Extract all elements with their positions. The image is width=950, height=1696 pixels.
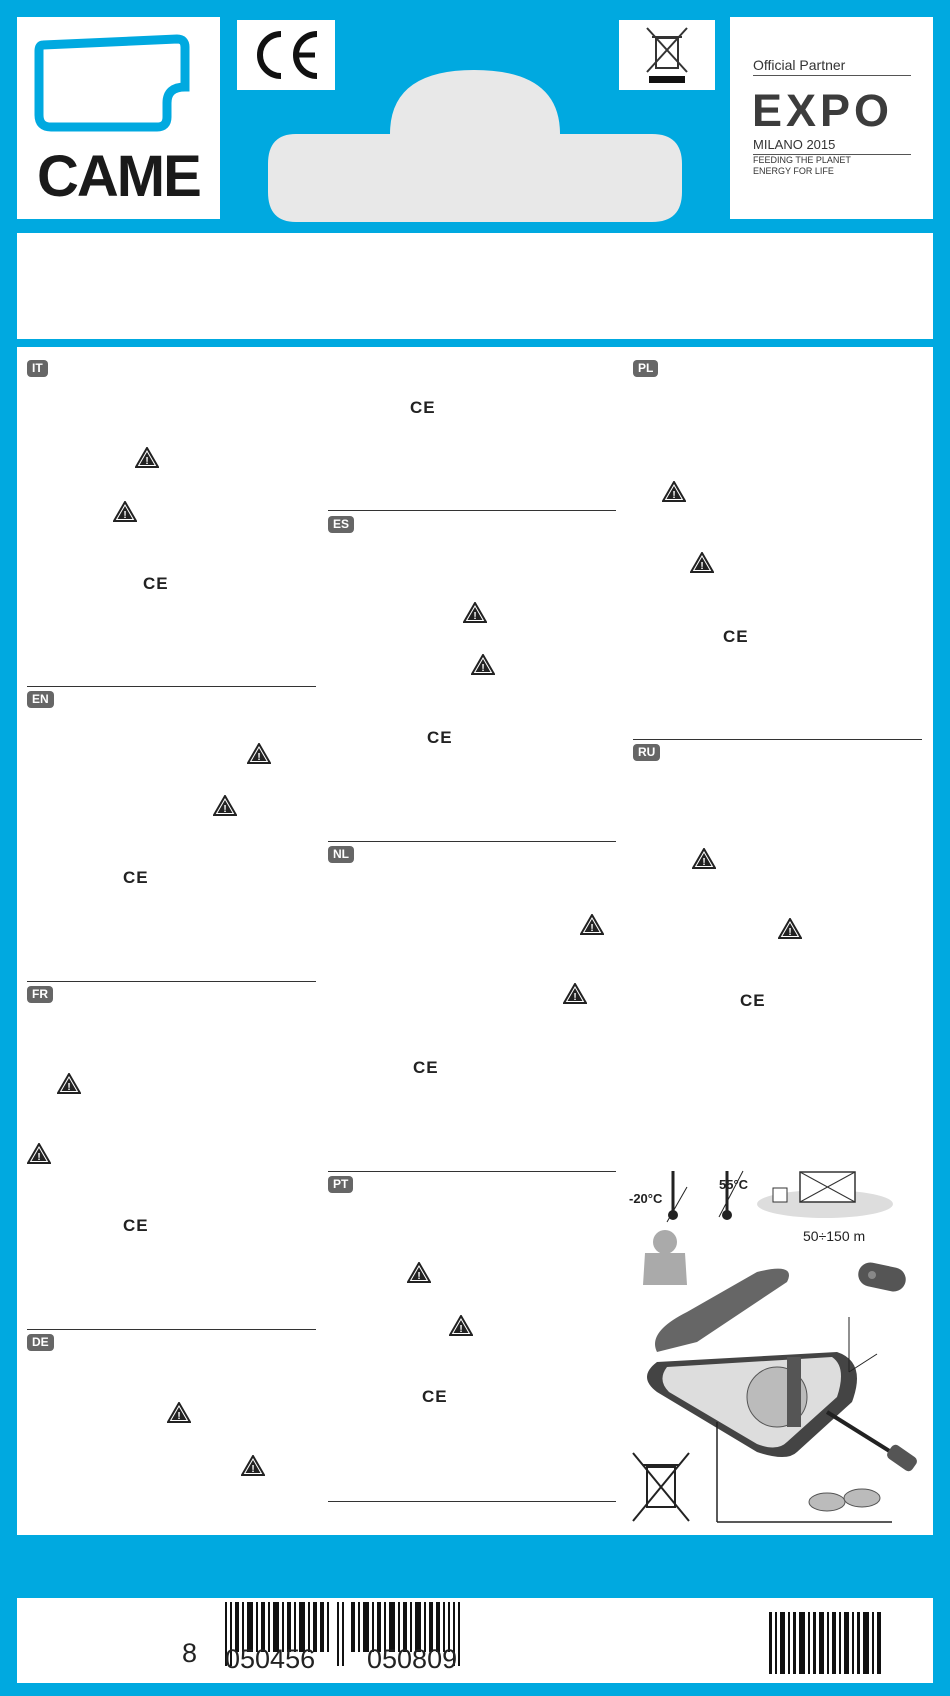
warning-icon xyxy=(690,552,714,573)
warning-icon xyxy=(213,795,237,816)
warning-icon xyxy=(580,914,604,935)
weee-box xyxy=(619,20,715,90)
section-divider xyxy=(328,1171,616,1172)
lang-badge-en: EN xyxy=(27,691,54,708)
svg-text:!: ! xyxy=(257,752,261,763)
svg-text:!: ! xyxy=(145,456,149,467)
svg-text:!: ! xyxy=(459,1324,463,1335)
warning-icon xyxy=(692,848,716,869)
section-divider xyxy=(328,1501,616,1502)
expo-tagline-1: FEEDING THE PLANET xyxy=(753,155,851,165)
temp-max-label: 55°C xyxy=(719,1177,749,1192)
warning-icon xyxy=(57,1073,81,1094)
secondary-barcode xyxy=(769,1612,889,1674)
ce-mark-icon: CE xyxy=(422,1387,448,1406)
lang-badge-it: IT xyxy=(27,360,48,377)
barcode-group-1: 050456 xyxy=(225,1644,316,1674)
lang-badge-pl: PL xyxy=(633,360,658,377)
svg-text:!: ! xyxy=(417,1271,421,1282)
ce-mark-icon: CE xyxy=(427,728,453,747)
svg-text:!: ! xyxy=(702,857,706,868)
came-logo xyxy=(17,17,220,219)
ce-mark-icon: CE xyxy=(123,868,149,887)
svg-text:!: ! xyxy=(67,1082,71,1093)
section-divider xyxy=(328,510,616,511)
expo-partner-label: Official Partner xyxy=(753,57,846,73)
svg-text:!: ! xyxy=(177,1411,181,1422)
ce-mark-icon: CE xyxy=(143,574,169,593)
section-divider xyxy=(328,841,616,842)
ce-mark-icon: CE xyxy=(723,627,749,646)
section-divider xyxy=(27,686,316,687)
ce-mark-icon: CE xyxy=(413,1058,439,1077)
warning-icon xyxy=(241,1455,265,1476)
warning-icon xyxy=(778,918,802,939)
barcode-group-2: 050809 xyxy=(367,1644,458,1674)
brand-name: CAME xyxy=(37,144,200,209)
section-divider xyxy=(27,1329,316,1330)
section-divider xyxy=(27,981,316,982)
lang-badge-pt: PT xyxy=(328,1176,353,1193)
warning-icon xyxy=(167,1402,191,1423)
lang-badge-fr: FR xyxy=(27,986,53,1003)
warning-icon xyxy=(407,1262,431,1283)
expo-tagline-2: ENERGY FOR LIFE xyxy=(753,166,834,176)
warning-icon xyxy=(247,743,271,764)
svg-text:!: ! xyxy=(473,611,477,622)
svg-text:!: ! xyxy=(123,510,127,521)
svg-text:!: ! xyxy=(590,923,594,934)
temp-min-label: -20°C xyxy=(629,1191,663,1206)
svg-text:!: ! xyxy=(700,561,704,572)
warning-icon xyxy=(471,654,495,675)
svg-text:!: ! xyxy=(788,927,792,938)
expo-tagline xyxy=(753,155,851,177)
ce-mark-icon: CE xyxy=(740,991,766,1010)
warning-icon xyxy=(449,1315,473,1336)
section-divider xyxy=(633,739,922,740)
weee-bin-icon xyxy=(619,20,715,90)
ce-mark-icon: CE xyxy=(410,398,436,417)
lang-badge-de: DE xyxy=(27,1334,54,1351)
product-label-cloud xyxy=(266,70,684,224)
range-label: 50÷150 m xyxy=(803,1228,866,1244)
lang-badge-es: ES xyxy=(328,516,354,533)
weee-bin-icon xyxy=(625,1447,700,1527)
title-panel xyxy=(17,233,933,339)
gate-illustration xyxy=(755,1162,895,1222)
thermometer-icon xyxy=(657,1167,747,1227)
expo-wordmark: EXPO xyxy=(752,85,894,136)
warning-icon xyxy=(662,481,686,502)
expo-partner-logo xyxy=(730,17,933,219)
svg-text:!: ! xyxy=(223,804,227,815)
warning-icon xyxy=(463,602,487,623)
svg-text:!: ! xyxy=(251,1464,255,1475)
warning-icon xyxy=(563,983,587,1004)
lang-badge-nl: NL xyxy=(328,846,354,863)
svg-text:!: ! xyxy=(481,663,485,674)
svg-text:!: ! xyxy=(573,992,577,1003)
barcode-lead-digit: 8 xyxy=(182,1638,198,1668)
expo-city-year: MILANO 2015 xyxy=(753,137,836,152)
svg-text:!: ! xyxy=(672,490,676,501)
warning-icon xyxy=(135,447,159,468)
ce-mark-icon: CE xyxy=(123,1216,149,1235)
barcode-panel xyxy=(17,1598,933,1683)
svg-text:!: ! xyxy=(37,1152,41,1163)
divider xyxy=(753,75,911,76)
instructions-panel xyxy=(17,347,933,1535)
warning-icon xyxy=(27,1143,51,1164)
warning-icon xyxy=(113,501,137,522)
lang-badge-ru: RU xyxy=(633,744,660,761)
